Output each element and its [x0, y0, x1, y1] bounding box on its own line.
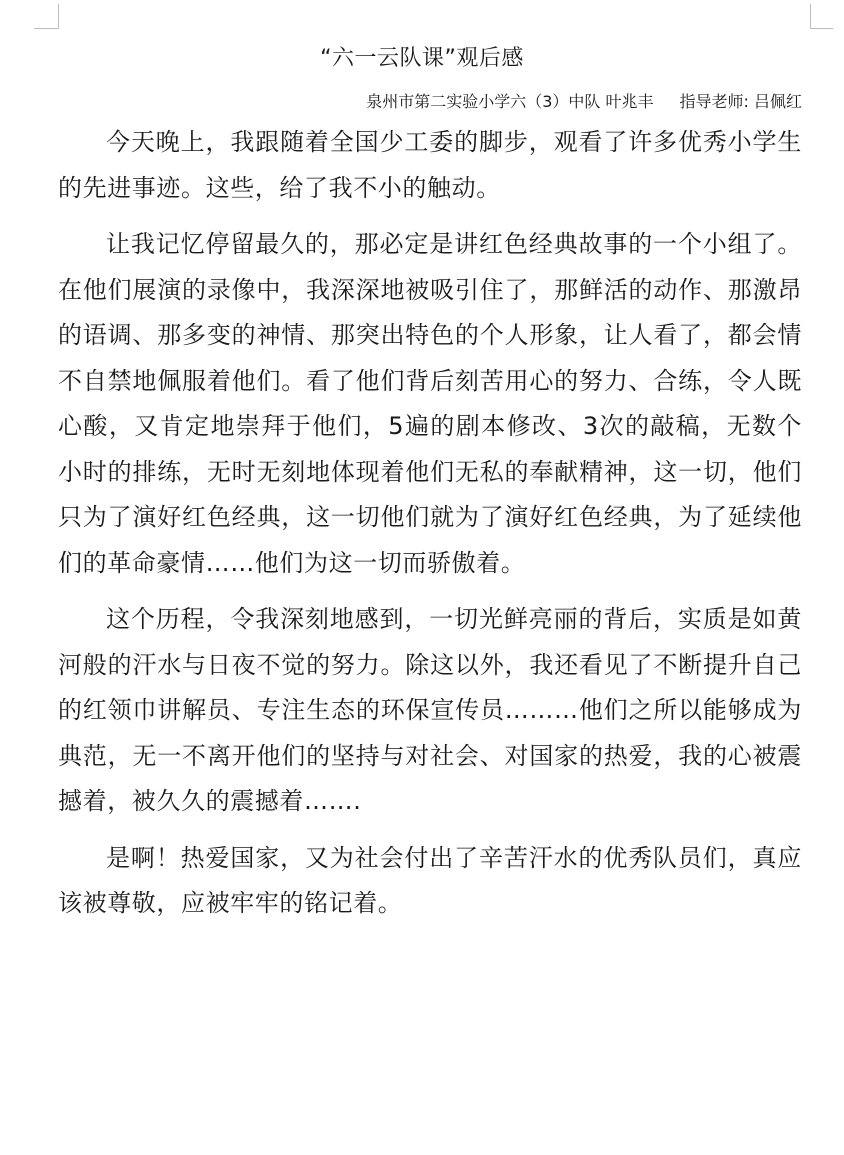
paragraph-3: 这个历程，令我深刻地感到，一切光鲜亮丽的背后，实质是如黄河般的汗水与日夜不觉的努力。除这以外，我还看见了不断提升自己的红领巾讲解员、专注生态的环保宣传员………他们之所以能够成为典范，无一不离开他们的坚持与对社会、对国家的热爱，我的心被震撼着，被久久的震撼着……. — [58, 605, 802, 815]
paragraph-2: 让我记忆停留最久的，那必定是讲红色经典故事的一个小组了。在他们展演的录像中，我深深地被吸引住了，那鲜活的动作、那激昂的语调、那多变的神情、那突出特色的个人形象，让人看了，都会情不自禁地佩服着他们。看了他们背后刻苦用心的努力、合练，令人既心酸，又肯定地崇拜于他们，5遍的剧本修改、3次的敲稿，无数个小时的排练，无时无刻地体现着他们无私的奉献精神，这一切，他们只为了演好红色经典，这一切他们就为了演好红色经典，为了延续他们的革命豪情……他们为这一切而骄傲着。 — [58, 230, 802, 577]
paragraph-4: 是啊！热爱国家，又为社会付出了辛苦汗水的优秀队员们，真应该被尊敬，应被牢牢的铭记着。 — [58, 843, 802, 917]
author-line: 泉州市第二实验小学六（3）中队 叶兆丰 — [366, 92, 654, 111]
byline — [366, 91, 802, 113]
top-right-crop-mark — [810, 4, 833, 29]
top-left-crop-mark — [34, 4, 59, 29]
teacher-line: 指导老师: 吕佩红 — [679, 92, 802, 111]
essay-body — [58, 120, 802, 938]
document-title: “六一云队课”观后感 — [320, 46, 524, 71]
paragraph-1: 今天晚上，我跟随着全国少工委的脚步，观看了许多优秀小学生的先进事迹。这些，给了我不小的触动。 — [58, 128, 802, 202]
